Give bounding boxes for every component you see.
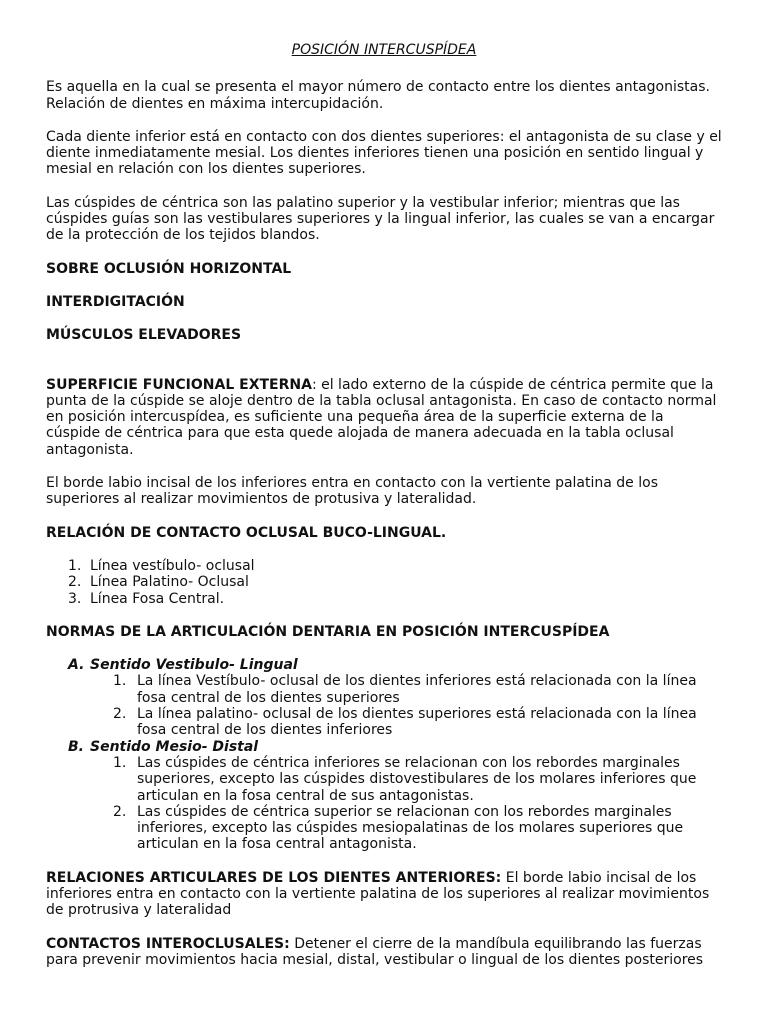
list-number: 1.: [68, 557, 82, 574]
paragraph-superficie: [46, 377, 722, 458]
list-text: La línea palatino- oclusal de los dientes superiores está relacionada con la línea fosa central de los dientes inferiores: [137, 706, 697, 739]
relaciones-text: El borde labio incisal de los inferiores entra en contacto con la vertiente palatina de los superiores al realizar movimientos de protrusiva y lateralidad: [46, 869, 710, 919]
list-item: [46, 574, 722, 590]
section-letter: A.: [68, 657, 85, 674]
list-number: 2.: [113, 706, 127, 723]
superficie-text: : el lado externo de la cúspide de céntrica permite que la punta de la cúspide se aloje dentro de la tabla oclusal antagonista. En caso de contacto normal en posición intercuspídea, es suficiente una pequeña área de la superficie externa de la cúspide de céntrica para que esta quede alojada de manera adecuada en la tabla oclusal antagonista.: [46, 376, 717, 458]
list-item: [46, 558, 722, 574]
document-title: POSICIÓN INTERCUSPÍDEA: [291, 42, 477, 58]
heading-relacion-contacto: RELACIÓN DE CONTACTO OCLUSAL BUCO-LINGUAL.: [46, 524, 447, 541]
section-vestibulo-lingual: [46, 657, 722, 738]
list-text: Línea Palatino- Oclusal: [90, 574, 249, 591]
paragraph-contact: Cada diente inferior está en contacto con dos dientes superiores: el antagonista de su clase y el diente inmediatamente mesial. Los dientes inferiores tienen una posición en sentido lingual y mesial en relación con los dientes superiores.: [46, 128, 722, 178]
contactos-text: Detener el cierre de la mandíbula equilibrando las fuerzas para prevenir movimientos hacia mesial, distal, vestibular o lingual de los dientes posteriores: [46, 935, 704, 968]
list-number: 3.: [68, 590, 82, 607]
list-text: Línea vestíbulo- oclusal: [90, 557, 255, 574]
heading-normas: NORMAS DE LA ARTICULACIÓN DENTARIA EN POSICIÓN INTERCUSPÍDEA: [46, 623, 610, 640]
paragraph-relaciones-articulares: [46, 870, 722, 919]
lines-list: [46, 558, 722, 607]
list-number: 1.: [113, 754, 127, 771]
list-number: 2.: [113, 803, 127, 820]
list-text: Las cúspides de céntrica inferiores se relacionan con los rebordes marginales superiores, excepto las cúspides distovestibulares de los molares inferiores que articulan en la fosa central de sus antagonistas.: [137, 754, 697, 804]
section-title: Sentido Vestibulo- Lingual: [90, 657, 298, 674]
paragraph-cuspides: Las cúspides de céntrica son las palatino superior y la vestibular inferior; mientras que las cúspides guías son las vestibulares superiores y la lingual inferior, las cuales se van a encargar de la protección de los tejidos blandos.: [46, 194, 715, 244]
section-title: Sentido Mesio- Distal: [90, 738, 259, 755]
list-item: [90, 804, 722, 853]
heading-interdigitacion: INTERDIGITACIÓN: [46, 293, 185, 310]
relaciones-label: RELACIONES ARTICULARES DE LOS DIENTES ANTERIORES:: [46, 869, 502, 886]
list-item: [90, 673, 722, 706]
superficie-label: SUPERFICIE FUNCIONAL EXTERNA: [46, 376, 312, 393]
heading-sobre-oclusion: SOBRE OCLUSIÓN HORIZONTAL: [46, 260, 292, 277]
list-text: La línea Vestíbulo- oclusal de los dientes inferiores está relacionada con la línea fosa central de los dientes superiores: [137, 673, 697, 706]
contactos-label: CONTACTOS INTEROCLUSALES:: [46, 935, 290, 952]
list-item: [90, 706, 722, 739]
list-item: [90, 755, 722, 804]
sub-list: [90, 673, 722, 738]
paragraph-definition: Es aquella en la cual se presenta el mayor número de contacto entre los dientes antagonistas. Relación de dientes en máxima intercupidación.: [46, 79, 710, 112]
list-text: Las cúspides de céntrica superior se relacionan con los rebordes marginales inferiores, excepto las cúspides mesiopalatinas de los molares superiores que articulan en la fosa central antagonista.: [137, 803, 684, 853]
heading-musculos-elevadores: MÚSCULOS ELEVADORES: [46, 327, 242, 344]
list-item: [46, 591, 722, 607]
paragraph-contactos-interoclusales: [46, 936, 722, 969]
list-number: 2.: [68, 574, 82, 591]
list-number: 1.: [113, 673, 127, 690]
section-letter: B.: [68, 738, 84, 755]
list-text: Línea Fosa Central.: [90, 590, 225, 607]
normas-sections: [46, 657, 722, 853]
paragraph-borde: El borde labio incisal de los inferiores entra en contacto con la vertiente palatina de los superiores al realizar movimientos de protusiva y lateralidad.: [46, 475, 658, 508]
section-mesio-distal: [46, 739, 722, 853]
sub-list: [90, 755, 722, 853]
